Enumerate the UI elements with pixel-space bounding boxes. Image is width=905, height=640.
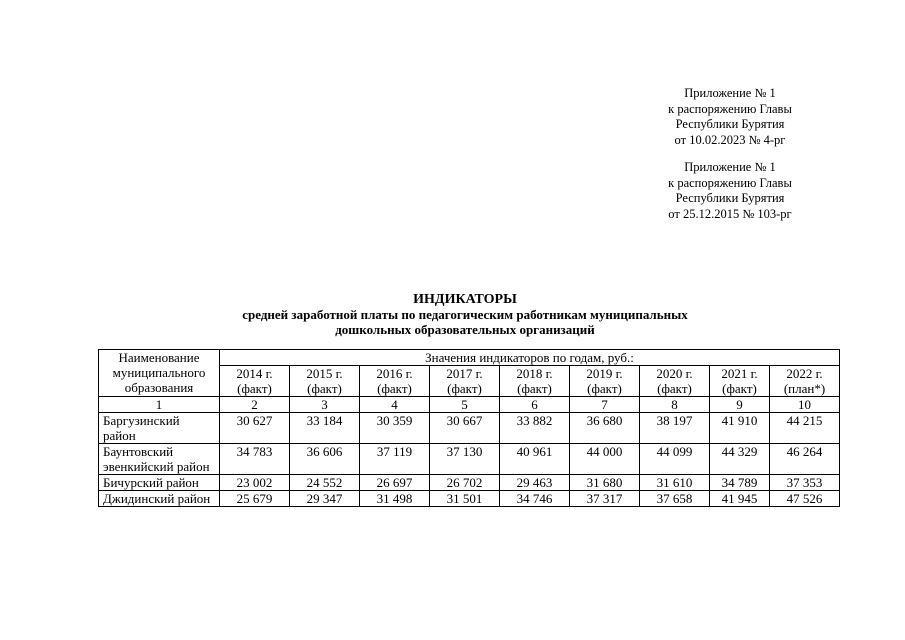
indicators-table [98,349,840,507]
column-number: 5 [430,397,500,413]
year-column-header: 2014 г. (факт) [220,366,290,397]
indicator-value: 46 264 [770,444,840,475]
year-column-header: 2021 г. (факт) [710,366,770,397]
indicator-value: 24 552 [290,475,360,491]
indicator-value: 36 606 [290,444,360,475]
indicator-value: 37 130 [430,444,500,475]
indicator-value: 40 961 [500,444,570,475]
appendix-line: от 10.02.2023 № 4-рг [674,132,786,147]
district-name: Баргузинский район [99,413,220,444]
title-subtitle-line: дошкольных образовательных организаций [335,322,595,337]
column-number: 2 [220,397,290,413]
column-number: 3 [290,397,360,413]
year-column-header: 2020 г. (факт) [640,366,710,397]
table-row [99,475,840,491]
indicator-value: 44 000 [570,444,640,475]
column-number: 1 [99,397,220,413]
indicator-value: 44 099 [640,444,710,475]
indicator-value: 29 463 [500,475,570,491]
indicator-value: 36 680 [570,413,640,444]
year-column-header: 2018 г. (факт) [500,366,570,397]
indicator-value: 47 526 [770,491,840,507]
indicator-value: 37 119 [360,444,430,475]
indicator-value: 30 627 [220,413,290,444]
column-number: 9 [710,397,770,413]
column-number-row [99,397,840,413]
indicator-value: 41 910 [710,413,770,444]
table-row [99,413,840,444]
column-number: 4 [360,397,430,413]
district-name: Баунтовский эвенкийский район [99,444,220,475]
indicator-value: 26 702 [430,475,500,491]
appendix-line: Республики Бурятия [675,191,785,205]
district-name: Бичурский район [99,475,220,491]
title-main: ИНДИКАТОРЫ [413,292,517,307]
indicator-value: 38 197 [640,413,710,444]
column-number: 10 [770,397,840,413]
indicator-value: 30 667 [430,413,500,444]
table-row [99,444,840,475]
indicator-value: 30 359 [360,413,430,444]
indicator-value: 37 353 [770,475,840,491]
appendix-note-original [630,160,830,222]
year-column-header: 2017 г. (факт) [430,366,500,397]
indicator-value: 44 329 [710,444,770,475]
district-name: Джидинский район [99,491,220,507]
indicator-value: 34 789 [710,475,770,491]
appendix-line: к распоряжению Главы [668,101,792,116]
year-column-header: 2019 г. (факт) [570,366,640,397]
indicator-value: 26 697 [360,475,430,491]
indicator-value: 31 610 [640,475,710,491]
appendix-note-current [630,86,830,148]
table-header-row [99,350,840,366]
indicator-value: 31 498 [360,491,430,507]
table-row [99,491,840,507]
appendix-line: от 25.12.2015 № 103-рг [668,206,792,221]
indicator-value: 31 680 [570,475,640,491]
indicator-value: 34 746 [500,491,570,507]
indicator-value: 31 501 [430,491,500,507]
appendix-line: к распоряжению Главы [668,175,792,190]
indicator-value: 33 882 [500,413,570,444]
year-column-header: 2015 г. (факт) [290,366,360,397]
year-column-header: 2016 г. (факт) [360,366,430,397]
column-number: 8 [640,397,710,413]
district-column-header: Наименование муниципального образования [99,350,220,397]
indicator-value: 44 215 [770,413,840,444]
title-subtitle-line: средней заработной платы по педагогическим работникам муниципальных [242,307,688,322]
appendix-line: Республики Бурятия [675,117,785,131]
values-group-header: Значения индикаторов по годам, руб.: [220,350,840,366]
document-title [0,292,905,337]
indicator-value: 37 658 [640,491,710,507]
indicator-value: 25 679 [220,491,290,507]
appendix-line: Приложение № 1 [684,160,776,174]
indicator-value: 33 184 [290,413,360,444]
appendix-line: Приложение № 1 [684,86,776,100]
indicator-value: 34 783 [220,444,290,475]
year-column-header: 2022 г. (план*) [770,366,840,397]
column-number: 6 [500,397,570,413]
indicator-value: 41 945 [710,491,770,507]
column-number: 7 [570,397,640,413]
indicator-value: 23 002 [220,475,290,491]
indicator-value: 29 347 [290,491,360,507]
indicator-value: 37 317 [570,491,640,507]
